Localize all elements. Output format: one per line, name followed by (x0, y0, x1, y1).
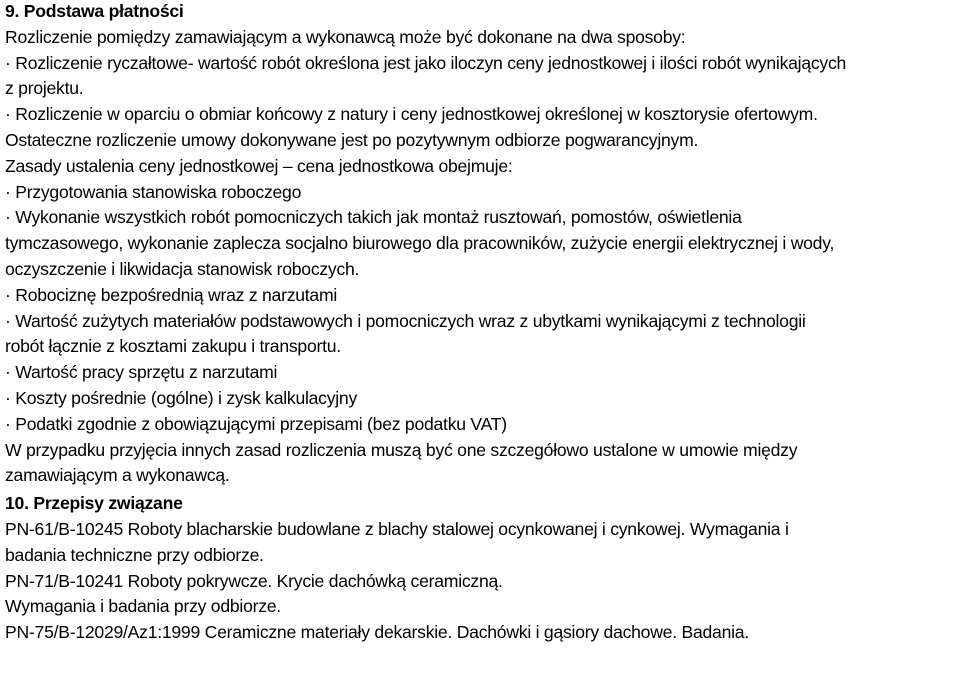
bullet-taxes: · Podatki zgodnie z obowiązującymi przepisami (bez podatku VAT) (5, 413, 507, 434)
paragraph-line: tymczasowego, wykonanie zaplecza socjalno biurowego dla pracowników, zużycie energii elektrycznej i wody, (5, 233, 835, 254)
paragraph-line: Rozliczenie pomiędzy zamawiającym a wykonawcą może być dokonane na dwa sposoby: (5, 26, 686, 47)
paragraph-line: oczyszczenie i likwidacja stanowisk roboczych. (5, 258, 360, 279)
bullet-lump-sum: · Rozliczenie ryczałtowe- wartość robót określona jest jako iloczyn ceny jednostkowej i ilości robót wynikających (5, 52, 847, 73)
bullet-final-measurement: · Rozliczenie w oparciu o obmiar końcowy z natury i ceny jednostkowej określonej w kosztorysie ofertowym. (5, 104, 818, 125)
paragraph-line: zamawiającym a wykonawcą. (5, 465, 230, 486)
section-heading-related-regulations: 10. Przepisy związane (5, 493, 183, 514)
bullet-materials-value: · Wartość zużytych materiałów podstawowych i pomocniczych wraz z ubytkami wynikającymi z technologii (5, 310, 806, 331)
paragraph-line: z projektu. (5, 78, 84, 99)
paragraph-line: W przypadku przyjęcia innych zasad rozliczenia muszą być one szczegółowo ustalone w umowie między (5, 439, 798, 460)
bullet-auxiliary-works: · Wykonanie wszystkich robót pomocniczych takich jak montaż rusztowań, pomostów, oświetlenia (5, 207, 742, 228)
regulation-line: PN-71/B-10241 Roboty pokrywcze. Krycie dachówką ceramiczną. (5, 570, 503, 591)
bullet-workstation-preparation: · Przygotowania stanowiska roboczego (5, 181, 302, 202)
paragraph-line: robót łącznie z kosztami zakupu i transportu. (5, 336, 341, 357)
section-heading-payment-basis: 9. Podstawa płatności (5, 1, 184, 21)
regulation-line: Wymagania i badania przy odbiorze. (5, 596, 281, 617)
bullet-indirect-costs: · Koszty pośrednie (ogólne) i zysk kalkulacyjny (5, 387, 358, 408)
paragraph-line: Ostateczne rozliczenie umowy dokonywane jest po pozytywnym odbiorze pogwarancyjnym. (5, 129, 699, 150)
bullet-direct-labour: · Robociznę bezpośrednią wraz z narzutami (5, 284, 338, 305)
regulation-line: badania techniczne przy odbiorze. (5, 544, 264, 565)
paragraph-line: Zasady ustalenia ceny jednostkowej – cena jednostkowa obejmuje: (5, 155, 513, 176)
regulation-line: PN-61/B-10245 Roboty blacharskie budowlane z blachy stalowej ocynkowanej i cynkowej. Wymagania i (5, 518, 789, 539)
regulation-line: PN-75/B-12029/Az1:1999 Ceramiczne materiały dekarskie. Dachówki i gąsiory dachowe. Badania. (5, 622, 749, 643)
bullet-equipment-work: · Wartość pracy sprzętu z narzutami (5, 362, 278, 383)
